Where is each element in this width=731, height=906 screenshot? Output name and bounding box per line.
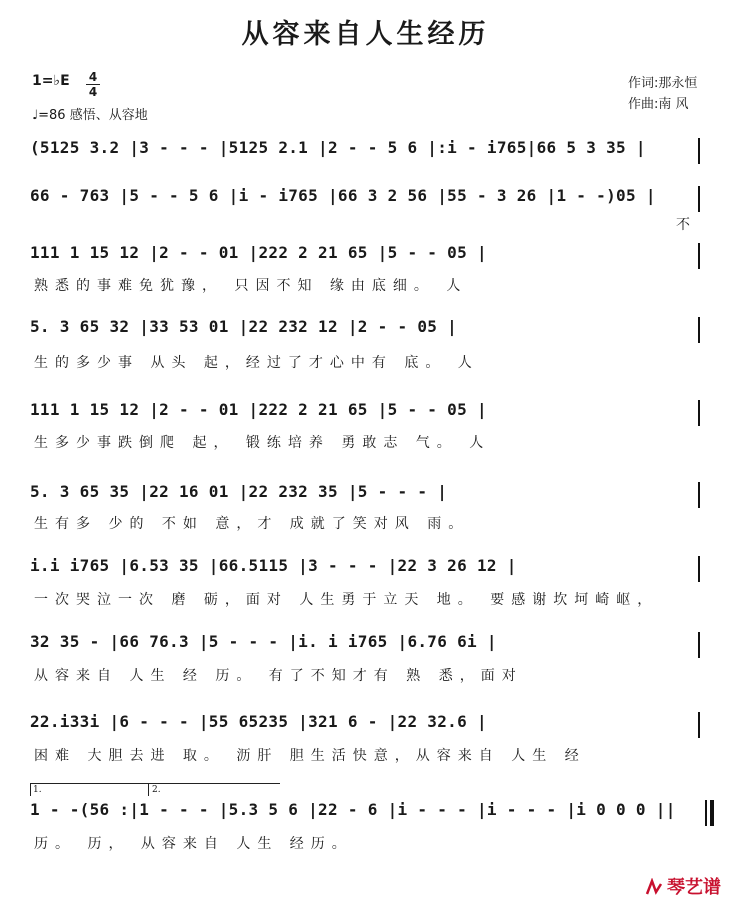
piano-logo-icon xyxy=(644,878,664,898)
lyrics-line-4: 生的多少事 从头 起，经过了才心中有 底。 人 xyxy=(34,355,479,371)
song-title: 从容来自人生经历 xyxy=(241,19,490,50)
notes-line: 111 1 15 12 |2 - - 01 |222 2 21 65 |5 - - 05 | xyxy=(30,400,487,419)
notes-line: 5. 3 65 32 |33 53 01 |22 232 12 |2 - - 05 | xyxy=(30,317,458,336)
lyrics-line-5: 生多少事跌倒爬 起， 锻练培养 勇敢志 气。 人 xyxy=(34,435,491,451)
notes-line: 32 35 - |66 76.3 |5 - - - |i. i i765 |6.76 6i | xyxy=(30,632,497,651)
volta-brackets xyxy=(30,783,280,796)
lyrics-line-7: 一次哭泣一次 磨 砺，面对 人生勇于立天 地。 要感谢坎坷崎岖， xyxy=(34,592,659,608)
lyrics-line-2: 不 xyxy=(676,217,697,233)
score-row-1 xyxy=(30,138,702,178)
time-signature-top: 4 xyxy=(88,70,98,84)
lyrics-line-3: 熟悉的事难免犹豫， 只因不知 缘由底细。 人 xyxy=(34,278,468,294)
lyricist: 作词:那永恒 xyxy=(628,76,698,91)
notes-line: 111 1 15 12 |2 - - 01 |222 2 21 65 |5 - - 05 | xyxy=(30,243,487,262)
notes-line: 66 - 763 |5 - - 5 6 |i - i765 |66 3 2 56 |55 - 3 26 |1 - -)05 | xyxy=(30,186,656,205)
notes-line: 5. 3 65 35 |22 16 01 |22 232 35 |5 - - - | xyxy=(30,482,448,501)
lyrics-line-10: 历。 历， 从容来自 人生 经历。 xyxy=(34,836,353,852)
lyrics-line-6: 生有多 少的 不如 意，才 成就了笑对风 雨。 xyxy=(34,516,470,532)
time-signature-bottom: 4 xyxy=(88,85,98,99)
watermark-text: 琴艺谱 xyxy=(667,877,721,898)
volta-first-label: 1. xyxy=(33,785,42,795)
watermark-logo xyxy=(644,873,721,899)
key-signature: 1=♭E xyxy=(32,73,70,89)
lyrics-line-9: 困难 大胆去进 取。 沥肝 胆生活快意，从容来自 人生 经 xyxy=(34,748,586,764)
notes-line: (5125 3.2 |3 - - - |5125 2.1 |2 - - 5 6 |:i - i765|66 5 3 35 | xyxy=(30,138,646,157)
score-row-2 xyxy=(30,186,702,226)
lyrics-line-8: 从容来自 人生 经 历。 有了不知才有 熟 悉，面对 xyxy=(34,668,523,684)
tempo-marking: ♩=86 感悟、从容地 xyxy=(32,108,148,123)
time-signature xyxy=(86,70,100,99)
composer: 作曲:南 风 xyxy=(628,97,689,112)
notes-line: i.i i765 |6.53 35 |66.5115 |3 - - - |22 3 26 12 | xyxy=(30,556,517,575)
volta-second-label: 2. xyxy=(152,785,161,795)
notes-line: 1 - -(56 :|1 - - - |5.3 5 6 |22 - 6 |i - - - |i - - - |i 0 0 0 || xyxy=(30,800,676,819)
notes-line: 22.i33i |6 - - - |55 65235 |321 6 - |22 32.6 | xyxy=(30,712,487,731)
score-row-4 xyxy=(30,317,702,357)
